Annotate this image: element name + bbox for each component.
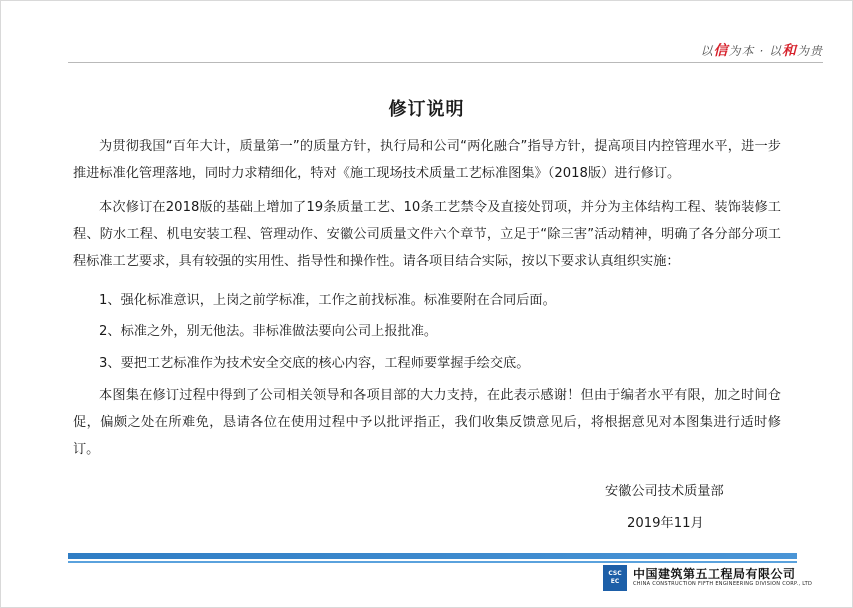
slogan-accent-he: 和	[781, 43, 797, 59]
paragraph-intro: 为贯彻我国“百年大计，质量第一”的质量方针，执行局和公司“两化融合”指导方针，提高项目内控管理水平，进一步推进标准化管理落地，同时力求精细化，特对《施工现场技术质量工艺标准图集》（2018版）进行修订。	[73, 139, 781, 181]
document-title: 修订说明	[388, 99, 465, 120]
requirement-item-1: 1、强化标准意识，上岗之前学标准，工作之前找标准。标准要附在合同后面。	[99, 293, 556, 308]
company-logo-icon: CSC EC	[603, 565, 627, 591]
signature-date: 2019年11月	[627, 516, 704, 531]
header-slogan: 以信为本 · 以和为贵	[700, 43, 823, 59]
company-name-en: CHINA CONSTRUCTION FIFTH ENGINEERING DIVISION CORP., LTD	[633, 581, 813, 587]
requirement-item-3: 3、要把工艺标准作为技术安全交底的核心内容，工程师要掌握手绘交底。	[99, 356, 530, 371]
signature-department: 安徽公司技术质量部	[605, 484, 724, 499]
footer-bar	[68, 553, 797, 559]
slogan-accent-xin: 信	[713, 43, 729, 59]
paragraph-closing: 本图集在修订过程中得到了公司相关领导和各项目部的大力支持，在此表示感谢！但由于编者水平有限，加之时间仓促，偏颇之处在所难免，恳请各位在使用过程中予以批评指正，我们收集反馈意见后，将根据意见对本图集进行适时修订。	[73, 388, 781, 457]
footer-bar-thin	[68, 561, 797, 563]
company-name-cn: 中国建筑第五工程局有限公司	[633, 567, 796, 581]
requirement-item-2: 2、标准之外，别无他法。非标准做法要向公司上报批准。	[99, 324, 438, 339]
header-divider	[68, 62, 823, 63]
paragraph-revision-scope: 本次修订在2018版的基础上增加了19条质量工艺、10条工艺禁令及直接处罚项，并分为主体结构工程、装饰装修工程、防水工程、机电安装工程、管理动作、安徽公司质量文件六个章节，立足于“除三害”活动精神，明确了各分部分项工程标准工艺要求，具有较强的实用性、指导性和操作性。请各项目结合实际，按以下要求认真组织实施：	[73, 200, 781, 269]
